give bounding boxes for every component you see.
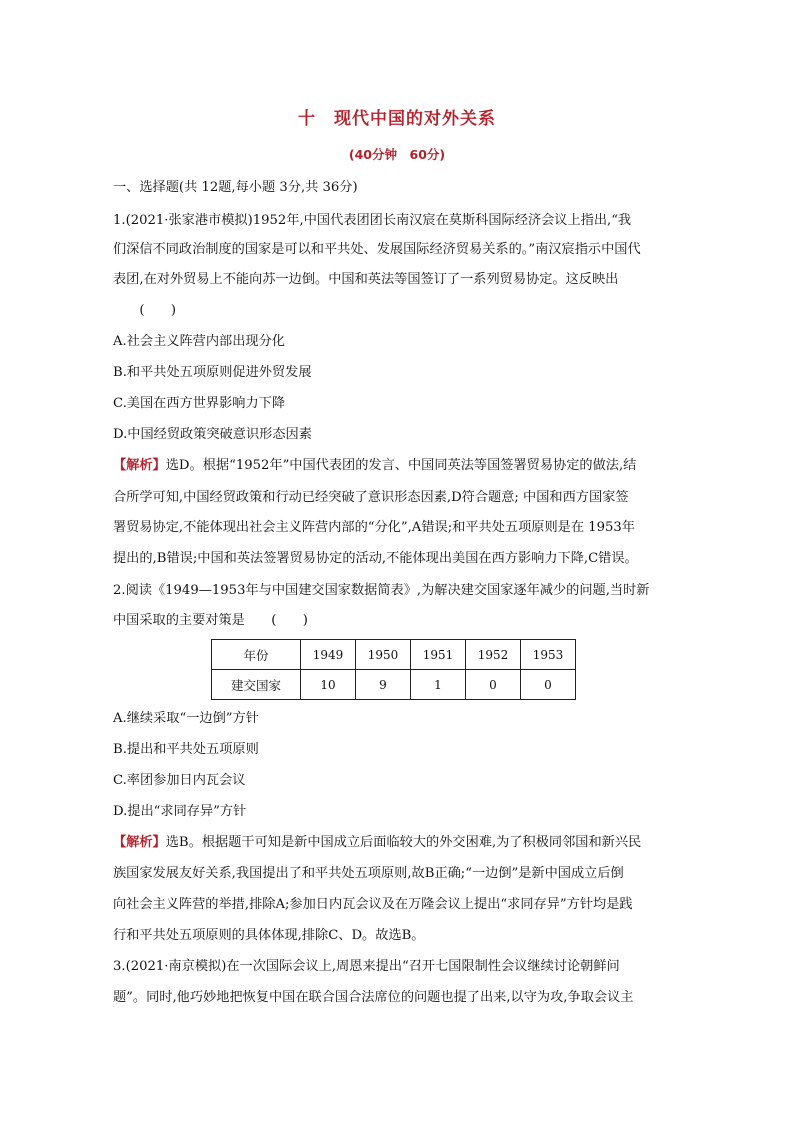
- page-subtitle: (40分钟 60分): [348, 147, 446, 162]
- table-value-cell: 1: [411, 670, 466, 700]
- q2-analysis-line: [113, 834, 683, 851]
- q2-stem-line: 中国采取的主要对策是 ( ): [113, 613, 308, 628]
- q3-stem-line: 题”。同时,他巧妙地把恢复中国在联合国合法席位的问题也提了出来,以守为攻,争取会议主: [113, 990, 634, 1005]
- q1-option-a: A.社会主义阵营内部出现分化: [113, 334, 285, 349]
- q1-analysis-line: [113, 457, 683, 474]
- q1-option-d: D.中国经贸政策突破意识形态因素: [113, 427, 312, 442]
- q1-stem-line: 1.(2021·张家港市模拟)1952年,中国代表团团长南汉宸在莫斯科国际经济会议上指出,“我: [113, 213, 632, 228]
- analysis-tag: 【解析】: [113, 458, 166, 473]
- analysis-tag: 【解析】: [113, 835, 166, 850]
- q1-option-c: C.美国在西方世界影响力下降: [113, 396, 286, 411]
- q2-option-b: B.提出和平共处五项原则: [113, 742, 259, 757]
- q2-option-d: D.提出“求同存异”方针: [113, 804, 247, 819]
- q1-analysis-line: 提出的,B错误;中国和英法签署贸易协定的活动,不能体现出美国在西方影响力下降,C错误。: [113, 551, 638, 566]
- table-value-cell: 0: [521, 670, 576, 700]
- table-year-cell: 1952: [466, 640, 521, 670]
- q3-stem-line: 3.(2021·南京模拟)在一次国际会议上,周恩来提出“召开七国限制性会议继续讨论朝鲜问: [113, 959, 620, 974]
- table-row: [212, 670, 576, 700]
- table-year-cell: 1950: [356, 640, 411, 670]
- table-row: [212, 640, 576, 670]
- section-heading: 一、选择题(共 12题,每小题 3分,共 36分): [113, 180, 358, 195]
- q1-stem-line: 们深信不同政治制度的国家是可以和平共处、发展国际经济贸易关系的。”南汉宸指示中国代: [113, 242, 641, 257]
- table-year-cell: 1949: [301, 640, 356, 670]
- q2-stem-line: 2.阅读《1949—1953年与中国建交国家数据简表》,为解决建交国家逐年减少的问题,当时新: [113, 583, 650, 598]
- q1-stem-line: 表团,在对外贸易上不能向苏一边倒。中国和英法等国签订了一系列贸易协定。这反映出: [113, 272, 619, 287]
- table-header-cell: 建交国家: [212, 670, 301, 700]
- q1-analysis-text: 选D。根据“1952年”中国代表团的发言、中国同英法等国签署贸易协定的做法,结: [165, 458, 637, 473]
- q2-analysis-line: 向社会主义阵营的举措,排除A;参加日内瓦会议及在万隆会议上提出“求同存异”方针均是践: [113, 897, 633, 912]
- table-header-cell: 年份: [212, 640, 301, 670]
- table-value-cell: 9: [356, 670, 411, 700]
- q2-analysis-text: 选B。根据题干可知是新中国成立后面临较大的外交困难,为了积极同邻国和新兴民: [165, 835, 642, 850]
- q1-option-b: B.和平共处五项原则促进外贸发展: [113, 365, 312, 380]
- q2-analysis-line: 族国家发展友好关系,我国提出了和平共处五项原则,故B正确;“一边倒”是新中国成立后倒: [113, 866, 624, 881]
- table-year-cell: 1953: [521, 640, 576, 670]
- q2-option-c: C.率团参加日内瓦会议: [113, 773, 246, 788]
- q1-answer-blank: ( ): [113, 303, 177, 318]
- q1-analysis-line: 署贸易协定,不能体现出社会主义阵营内部的“分化”,A错误;和平共处五项原则是在 1953年: [113, 520, 635, 535]
- q2-option-a: A.继续采取“一边倒”方针: [113, 711, 259, 726]
- table-value-cell: 10: [301, 670, 356, 700]
- page-title: 十 现代中国的对外关系: [298, 109, 496, 129]
- q1-analysis-line: 合所学可知,中国经贸政策和行动已经突破了意识形态因素,D符合题意; 中国和西方国家签: [113, 490, 629, 505]
- table-year-cell: 1951: [411, 640, 466, 670]
- table-value-cell: 0: [466, 670, 521, 700]
- diplomatic-relations-table: [211, 639, 576, 700]
- q2-analysis-line: 行和平共处五项原则的具体体现,排除C、D。故选B。: [113, 928, 425, 943]
